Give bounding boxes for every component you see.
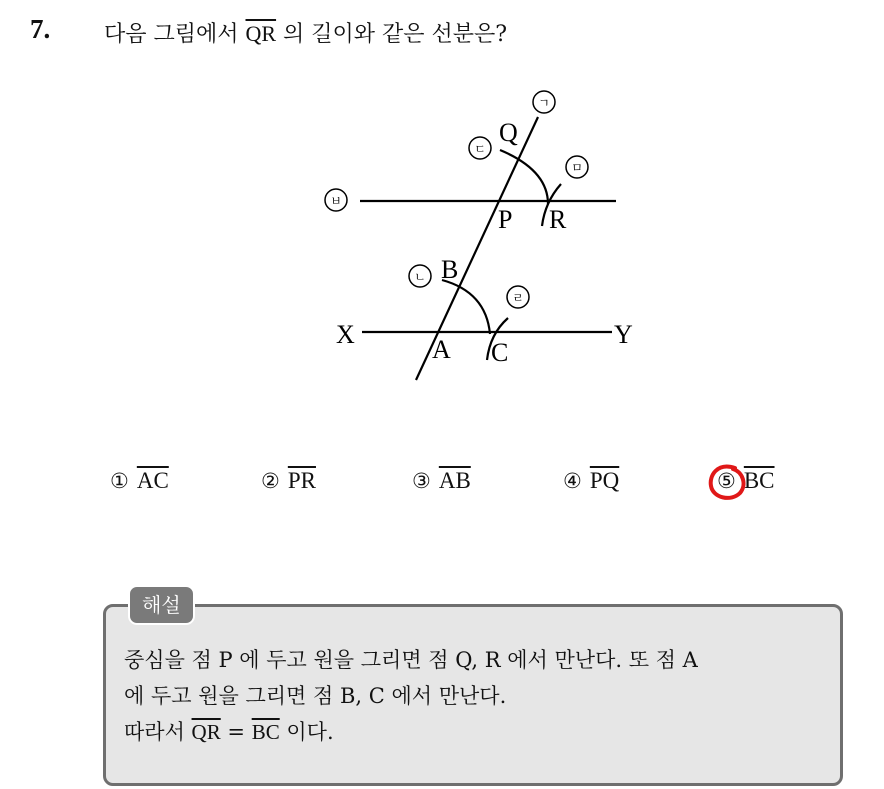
- question-text-after: 의 길이와 같은 선분은?: [276, 22, 508, 47]
- choice-5[interactable]: [717, 468, 775, 494]
- choice-number: ②: [261, 469, 280, 493]
- solution-body: [124, 642, 824, 750]
- choice-segment: $\overline{AB}$: [438, 468, 471, 493]
- step-mark-rieul: ㄹ: [512, 291, 524, 305]
- answer-choices: [0, 468, 884, 504]
- solution-line-1: 중심을 점 P 에 두고 원을 그리면 점 Q, R 에서 만난다. 또 점 A: [124, 648, 698, 672]
- choice-number: ③: [412, 469, 431, 493]
- step-mark-bieup: ㅂ: [330, 194, 342, 208]
- choice-number: ④: [563, 469, 582, 493]
- choice-2[interactable]: [261, 468, 316, 494]
- solution-line-3-before: 따라서: [124, 720, 192, 744]
- label-q: Q: [499, 118, 518, 147]
- step-mark-digeut: ㄷ: [474, 142, 486, 156]
- answer-circle-stroke: [711, 467, 744, 498]
- answer-circle-mark: [707, 462, 747, 502]
- solution-line-3-after: 이다.: [279, 720, 334, 744]
- question-segment: $\overline{QR}$: [245, 21, 277, 46]
- question-number: 7.: [30, 14, 51, 44]
- solution-line-2: 에 두고 원을 그리면 점 B, C 에서 만난다.: [124, 684, 507, 708]
- step-mark-giyeok: ㄱ: [538, 96, 550, 110]
- solution-segment-bc: $\overline{BC}$: [251, 720, 280, 744]
- choice-number: ①: [110, 469, 129, 493]
- label-p: P: [498, 205, 513, 234]
- choice-segment: $\overline{PQ}$: [589, 468, 620, 493]
- choice-3[interactable]: [412, 468, 471, 494]
- choice-number: ⑤: [717, 469, 736, 493]
- step-mark-nieun: ㄴ: [414, 270, 426, 284]
- label-b: B: [441, 255, 459, 284]
- label-y: Y: [614, 320, 633, 349]
- choice-segment: $\overline{BC}$: [743, 468, 775, 493]
- solution-equals: =: [220, 720, 252, 744]
- label-x: X: [336, 320, 355, 349]
- label-r: R: [549, 205, 567, 234]
- step-mark-mieum: ㅁ: [571, 161, 583, 175]
- question-text-before: 다음 그림에서: [104, 22, 246, 47]
- choice-segment: $\overline{AC}$: [136, 468, 169, 493]
- label-a: A: [432, 335, 451, 364]
- choice-4[interactable]: [563, 468, 619, 494]
- choice-1[interactable]: [110, 468, 169, 494]
- label-c: C: [491, 338, 509, 367]
- choice-segment: $\overline{PR}$: [287, 468, 316, 493]
- solution-tag: 해설: [128, 585, 195, 625]
- solution-segment-qr: $\overline{QR}$: [191, 720, 221, 744]
- arc-at-p: [500, 150, 548, 204]
- solution-line-3: [124, 714, 824, 750]
